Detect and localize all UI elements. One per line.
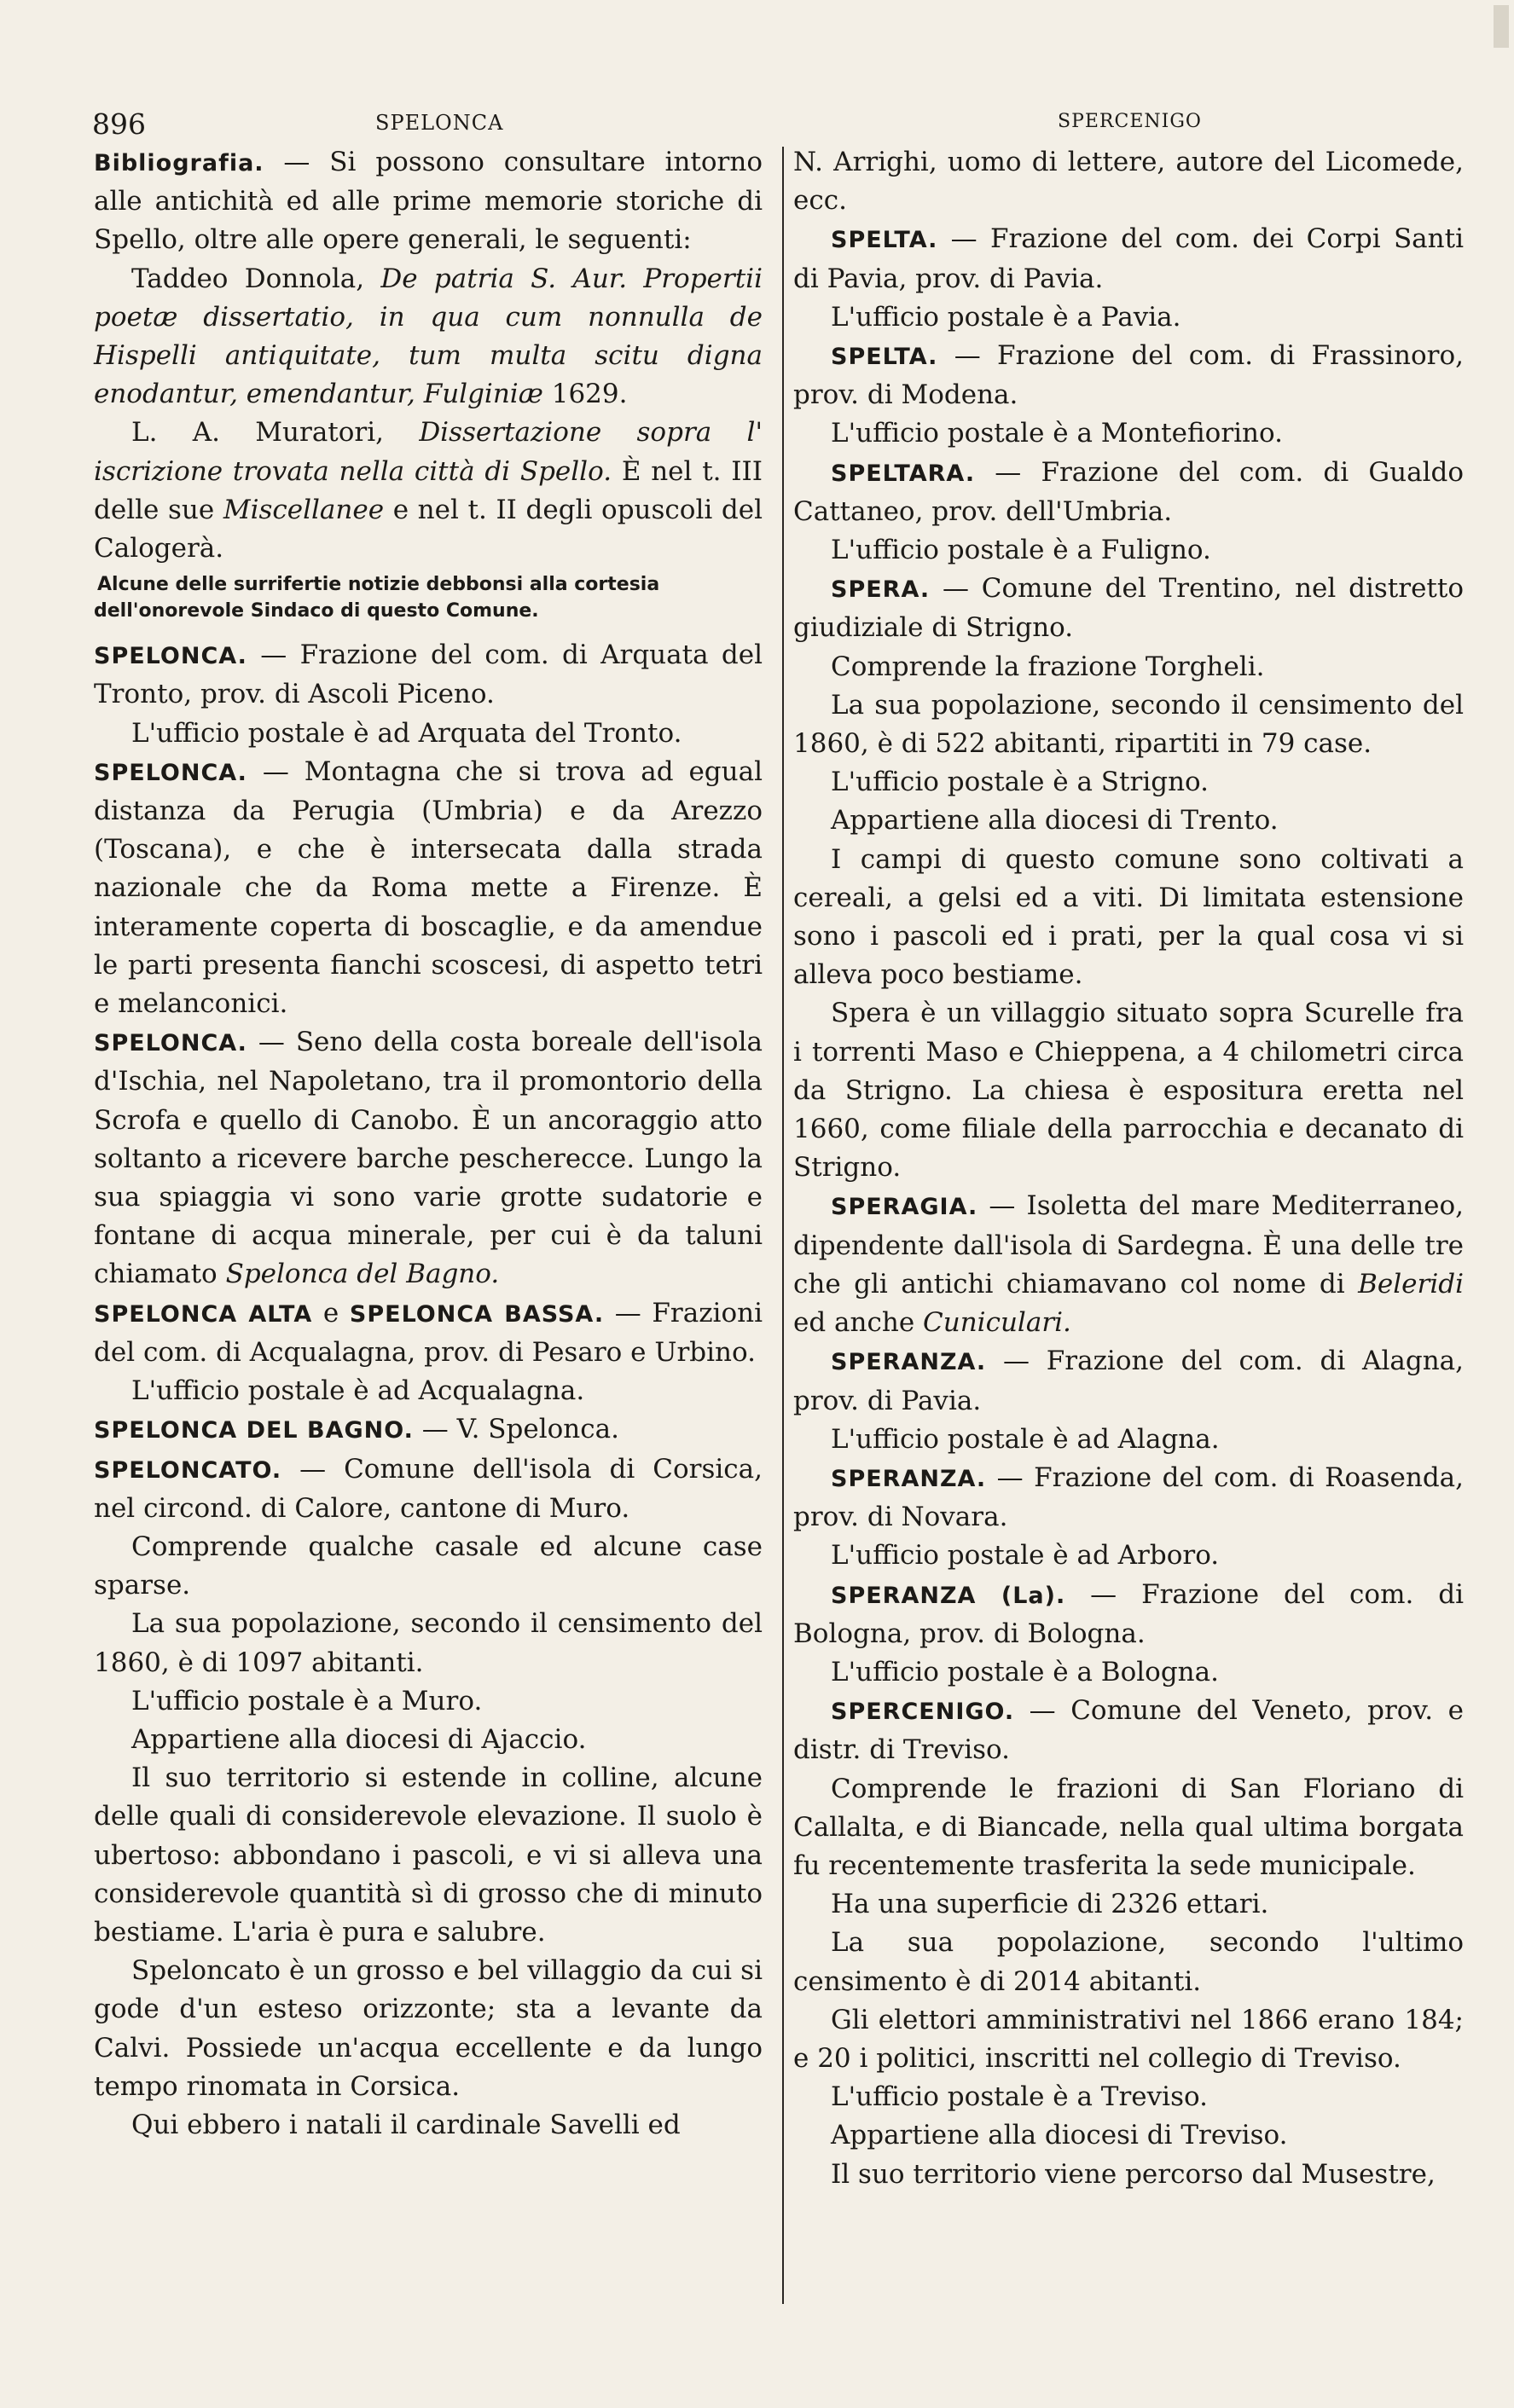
- entry-text: I campi di questo comune sono coltivati a cereali, a gelsi ed a viti. Di limitata estensione sono i pascoli ed i prati, per la qual cosa vi si alleva poco bestiame.: [793, 843, 1464, 991]
- entry-text: Ha una superficie di 2326 ettari.: [831, 1889, 1269, 1920]
- entry-text: L'ufficio postale è a Treviso.: [831, 2081, 1208, 2113]
- entry-speranza-2: SPERANZA. — Frazione del com. di Roasenda, prov. di Novara.: [793, 1462, 1464, 1533]
- entry-text: Appartiene alla diocesi di Trento.: [831, 805, 1279, 836]
- entry-text: L'ufficio postale è a Fuligno.: [831, 535, 1211, 566]
- left-running-head: SPELONCA: [375, 111, 504, 135]
- entry-spelonca-del-bagno: SPELONCA DEL BAGNO. — V. Spelonca.: [94, 1414, 619, 1445]
- entry-spercenigo: SPERCENIGO. — Comune del Veneto, prov. e distr. di Treviso.: [793, 1695, 1464, 1766]
- reference-donnola: Taddeo Donnola, De patria S. Aur. Propertii poetæ dissertatio, in qua cum nonnulla de Hispelli antiquitate, tum multa scitu digna enodantur, emendantur, Fulginiæ 1629.: [94, 263, 763, 410]
- entry-text: Spera è un villaggio situato sopra Scurelle fra i torrenti Maso e Chieppena, a 4 chilometri circa da Strigno. La chiesa è espositura eretta nel 1660, come filiale della parrocchia e decanato di Strigno.: [793, 998, 1464, 1184]
- entry-text: L'ufficio postale è a Pavia.: [831, 301, 1181, 333]
- entry-text: Appartiene alla diocesi di Treviso.: [831, 2120, 1288, 2151]
- entry-text: Comprende le frazioni di San Floriano di Callalta, e di Biancade, nella qual ultima borgata fu recentemente trasferita la sede municipale.: [793, 1773, 1464, 1881]
- entry-spelonca-2: SPELONCA. — Montagna che si trova ad egual distanza da Perugia (Umbria) e da Arezzo (Toscana), e che è intersecata dalla strada nazionale che da Roma mette a Firenze. È interamente coperta di boscaglie, e da amendue le parti presenta fianchi scoscesi, di aspetto tetri e melanconici.: [94, 755, 763, 1020]
- footnote: Alcune delle surrifertie notizie debbonsi alla cortesia dell'onorevole Sindaco di questo Comune.: [94, 574, 660, 622]
- entry-text: Appartiene alla diocesi di Ajaccio.: [131, 1723, 587, 1755]
- entry-text: Gli elettori amministrativi nel 1866 erano 184; e 20 i politici, inscritti nel collegio di Treviso.: [793, 2004, 1464, 2074]
- bibliography-label: Bibliografia.: [94, 150, 264, 177]
- entry-spelonca-alta-bassa: SPELONCA ALTA e SPELONCA BASSA. — Frazioni del com. di Acqualagna, prov. di Pesaro e Urbino.: [94, 1297, 763, 1368]
- entry-speltara: SPELTARA. — Frazione del com. di Gualdo Cattaneo, prov. dell'Umbria.: [793, 456, 1464, 527]
- entry-spelonca-3: SPELONCA. — Seno della costa boreale dell'isola d'Ischia, nel Napoletano, tra il promontorio della Scrofa e quello di Canobo. È un ancoraggio atto soltanto a ricevere barche pescherecce. Lungo la sua spiaggia vi sono varie grotte sudatorie e fontane di acqua minerale, per cui è da taluni chiamato Spelonca del Bagno.: [94, 1027, 763, 1290]
- page-edge-mark: [1494, 5, 1509, 48]
- right-running-head: SPERCENIGO: [1058, 111, 1202, 132]
- entry-text: L'ufficio postale è a Muro.: [131, 1685, 483, 1716]
- bibliography-paragraph: Bibliografia. — Si possono consultare intorno alle antichità ed alle prime memorie storiche di Spello, oltre alle opere generali, le seguenti:: [94, 147, 763, 256]
- entry-spelta-1: SPELTA. — Frazione del com. dei Corpi Santi di Pavia, prov. di Pavia.: [793, 223, 1464, 294]
- entry-text: Qui ebbero i natali il cardinale Savelli ed: [131, 2109, 681, 2140]
- entry-spera: SPERA. — Comune del Trentino, nel distretto giudiziale di Strigno.: [793, 573, 1464, 644]
- entry-spelonca-1: SPELONCA. — Frazione del com. di Arquata del Tronto, prov. di Ascoli Piceno.: [94, 640, 763, 710]
- entry-text: L'ufficio postale è ad Arquata del Tronto.: [131, 717, 682, 749]
- reference-muratori: L. A. Muratori, Dissertazione sopra l' iscrizione trovata nella città di Spello. È nel t. III delle sue Miscellanee e nel t. II degli opuscoli del Calogerà.: [94, 417, 763, 564]
- entry-text: Speloncato è un grosso e bel villaggio da cui si gode d'un esteso orizzonte; sta a levante da Calvi. Possiede un'acqua eccellente e da lungo tempo rinomata in Corsica.: [94, 1955, 763, 2102]
- entry-speragia: SPERAGIA. — Isoletta del mare Mediterraneo, dipendente dall'isola di Sardegna. È una delle tre che gli antichi chiamavano col nome di Beleridi ed anche Cuniculari.: [793, 1190, 1464, 1339]
- page-number: 896: [92, 107, 146, 141]
- entry-text: Il suo territorio si estende in colline, alcune delle quali di considerevole elevazione. Il suolo è ubertoso: abbondano i pascoli, e vi si alleva una considerevole quantità sì di grosso che di minuto bestiame. L'aria è pura e salubre.: [94, 1763, 763, 1948]
- entry-text: La sua popolazione, secondo l'ultimo censimento è di 2014 abitanti.: [793, 1927, 1464, 1997]
- continuation-text: N. Arrighi, uomo di lettere, autore del Licomede, ecc.: [793, 147, 1464, 217]
- entry-text: Il suo territorio viene percorso dal Musestre,: [831, 2158, 1436, 2190]
- entry-text: L'ufficio postale è a Bologna.: [831, 1656, 1219, 1687]
- entry-text: L'ufficio postale è ad Arboro.: [831, 1540, 1220, 1572]
- entry-text: Comprende qualche casale ed alcune case sparse.: [94, 1531, 763, 1601]
- left-column: [94, 143, 763, 2145]
- entry-text: Comprende la frazione Torgheli.: [831, 651, 1265, 682]
- entry-text: L'ufficio postale è ad Alagna.: [831, 1423, 1220, 1455]
- entry-text: L'ufficio postale è a Strigno.: [831, 767, 1209, 798]
- column-divider: [782, 147, 784, 2304]
- entry-text: La sua popolazione, secondo il censimento del 1860, è di 1097 abitanti.: [94, 1608, 763, 1678]
- entry-speranza-la: SPERANZA (La). — Frazione del com. di Bologna, prov. di Bologna.: [793, 1578, 1464, 1649]
- entry-speloncato: SPELONCATO. — Comune dell'isola di Corsica, nel circond. di Calore, cantone di Muro.: [94, 1453, 763, 1524]
- entry-text: L'ufficio postale è ad Acqualagna.: [131, 1375, 585, 1407]
- entry-spelta-2: SPELTA. — Frazione del com. di Frassinoro, prov. di Modena.: [793, 340, 1464, 411]
- right-column: [793, 143, 1464, 2194]
- entry-text: L'ufficio postale è a Montefiorino.: [831, 418, 1283, 449]
- entry-text: La sua popolazione, secondo il censimento del 1860, è di 522 abitanti, ripartiti in 79 case.: [793, 689, 1464, 760]
- entry-speranza-1: SPERANZA. — Frazione del com. di Alagna, prov. di Pavia.: [793, 1346, 1464, 1416]
